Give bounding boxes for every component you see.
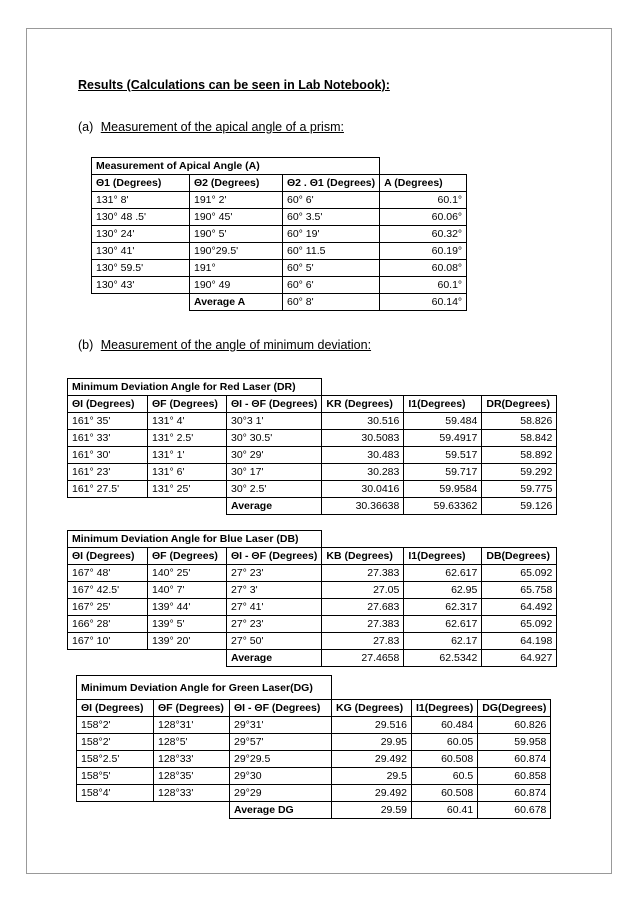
col-header: ΘI (Degrees)	[77, 700, 154, 717]
green-laser-table	[76, 675, 551, 819]
blue-table-title: Minimum Deviation Angle for Blue Laser (DB)	[68, 531, 322, 548]
table-row: 130° 48 .5' 190° 45' 60° 3.5' 60.06°	[92, 209, 467, 226]
col-header: I1(Degrees)	[404, 548, 482, 565]
section-a-heading	[78, 120, 344, 134]
col-header: DR(Degrees)	[482, 396, 557, 413]
table-row: 167° 48' 140° 25' 27° 23' 27.383 62.617 65.092	[68, 565, 557, 582]
col-header: I1(Degrees)	[412, 700, 478, 717]
table-row: 161° 27.5' 131° 25' 30° 2.5' 30.0416 59.9584 59.775	[68, 481, 557, 498]
table-row: 131° 8' 191° 2' 60° 6' 60.1°	[92, 192, 467, 209]
table-row: 130° 24' 190° 5' 60° 19' 60.32°	[92, 226, 467, 243]
table-row: 161° 23' 131° 6' 30° 17' 30.283 59.717 59.292	[68, 464, 557, 481]
average-label: Average A	[190, 294, 283, 311]
col-header: ΘI (Degrees)	[68, 548, 148, 565]
col-header: ΘI - ΘF (Degrees)	[227, 548, 322, 565]
table-row: 166° 28' 139° 5' 27° 23' 27.383 62.617 65.092	[68, 616, 557, 633]
red-laser-table	[67, 378, 557, 515]
average-label: Average	[227, 650, 322, 667]
green-table-title: Minimum Deviation Angle for Green Laser(DG)	[77, 676, 332, 700]
col-header: ΘF (Degrees)	[148, 548, 227, 565]
table-row: 161° 33' 131° 2.5' 30° 30.5' 30.5083 59.4917 58.842	[68, 430, 557, 447]
col-header: DG(Degrees)	[478, 700, 551, 717]
table-row: 161° 35' 131° 4' 30°3 1' 30.516 59.484 58.826	[68, 413, 557, 430]
col-header: DB(Degrees)	[482, 548, 557, 565]
col-header: ΘI (Degrees)	[68, 396, 148, 413]
col-header: ΘF (Degrees)	[154, 700, 230, 717]
table-row: 158°5' 128°35' 29°30 29.5 60.5 60.858	[77, 768, 551, 785]
col-header: Θ2 (Degrees)	[190, 175, 283, 192]
table-row: 167° 25' 139° 44' 27° 41' 27.683 62.317 64.492	[68, 599, 557, 616]
col-header: ΘI - ΘF (Degrees)	[227, 396, 322, 413]
average-label: Average DG	[230, 802, 332, 819]
table-row: 158°4' 128°33' 29°29 29.492 60.508 60.874	[77, 785, 551, 802]
average-label: Average	[227, 498, 322, 515]
table-footer-row: Average DG 29.59 60.41 60.678	[77, 802, 551, 819]
table-footer-row: Average A 60° 8' 60.14°	[92, 294, 467, 311]
section-b-label: (b)	[78, 338, 94, 352]
col-header: ΘF (Degrees)	[148, 396, 227, 413]
col-header: KR (Degrees)	[322, 396, 404, 413]
results-heading: Results (Calculations can be seen in Lab Notebook):	[78, 78, 390, 92]
apical-table-title: Measurement of Apical Angle (A)	[92, 158, 380, 175]
table-row: 130° 41' 190°29.5' 60° 11.5 60.19°	[92, 243, 467, 260]
section-b-title: Measurement of the angle of minimum deviation:	[100, 338, 372, 352]
table-row: 158°2' 128°5' 29°57' 29.95 60.05 59.958	[77, 734, 551, 751]
table-footer-row: Average 27.4658 62.5342 64.927	[68, 650, 557, 667]
table-row: 167° 42.5' 140° 7' 27° 3' 27.05 62.95 65.758	[68, 582, 557, 599]
section-a-title: Measurement of the apical angle of a prism:	[100, 120, 344, 134]
blue-laser-table	[67, 530, 557, 667]
col-header: Θ2 . Θ1 (Degrees)	[283, 175, 380, 192]
col-header: A (Degrees)	[380, 175, 467, 192]
table-row: 130° 43' 190° 49 60° 6' 60.1°	[92, 277, 467, 294]
col-header: ΘI - ΘF (Degrees)	[230, 700, 332, 717]
col-header: Θ1 (Degrees)	[92, 175, 190, 192]
red-table-title: Minimum Deviation Angle for Red Laser (DR)	[68, 379, 322, 396]
table-footer-row: Average 30.36638 59.63362 59.126	[68, 498, 557, 515]
apical-angle-table	[91, 157, 467, 311]
col-header: KG (Degrees)	[332, 700, 412, 717]
section-a-label: (a)	[78, 120, 94, 134]
table-row: 158°2' 128°31' 29°31' 29.516 60.484 60.826	[77, 717, 551, 734]
table-row: 167° 10' 139° 20' 27° 50' 27.83 62.17 64.198	[68, 633, 557, 650]
table-row: 130° 59.5' 191° 60° 5' 60.08°	[92, 260, 467, 277]
col-header: I1(Degrees)	[404, 396, 482, 413]
section-b-heading	[78, 338, 371, 352]
table-row: 161° 30' 131° 1' 30° 29' 30.483 59.517 58.892	[68, 447, 557, 464]
table-row: 158°2.5' 128°33' 29°29.5 29.492 60.508 60.874	[77, 751, 551, 768]
col-header: KB (Degrees)	[322, 548, 404, 565]
